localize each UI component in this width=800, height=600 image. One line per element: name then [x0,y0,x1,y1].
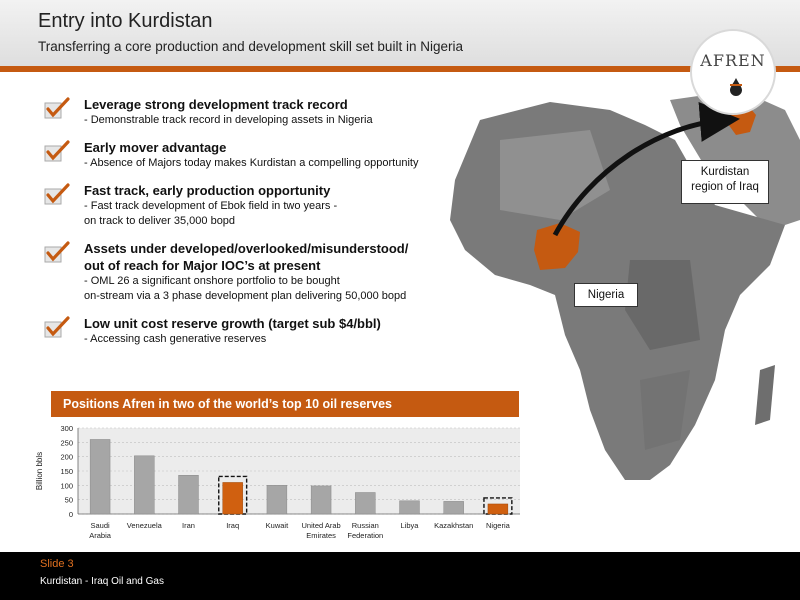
x-tick-label: United Arab [301,521,341,530]
slide-title: Entry into Kurdistan [38,10,213,32]
nigeria-label: Nigeria [574,283,638,307]
slide-footer [0,552,800,600]
y-axis-label: Billion bbls [35,451,44,491]
checkmark-icon [44,183,70,205]
bullet-item [44,182,464,229]
bullet-item [44,139,464,171]
bullet-title: Fast track, early production opportunity [84,183,331,198]
y-tick-label: 100 [60,481,73,491]
bar-iraq [223,482,243,514]
y-tick-label: 200 [60,452,73,462]
x-tick-label: Libya [400,521,419,530]
slide-subtitle: Transferring a core production and development skill set built in Nigeria [38,39,463,54]
y-tick-label: 300 [60,424,73,433]
oil-drop-icon [728,77,744,97]
bullet-detail: - Absence of Majors today makes Kurdistan a compelling opportunity [84,157,419,169]
x-tick-label: Iran [182,521,195,530]
checkmark-icon [44,97,70,119]
x-tick-label: Russian [351,521,379,530]
bar-saudi-arabia [90,439,110,514]
kurdistan-label: Kurdistan region of Iraq [681,160,769,204]
bar-iran [179,475,199,514]
x-tick-label: Federation [347,531,384,540]
x-tick-label: Kuwait [265,521,289,530]
chart-banner: Positions Afren in two of the world’s top 10 oil reserves [51,391,519,417]
bullet-item [44,315,464,347]
bar-libya [400,501,420,514]
bullet-list [44,96,464,358]
bullet-detail: - OML 26 a significant onshore portfolio to be bought on-stream via a 3 phase development plan delivering 50,000 bopd [84,275,407,302]
checkmark-icon [44,316,70,338]
bullet-item [44,96,464,128]
bar-nigeria [488,504,508,514]
x-tick-label: Arabia [89,531,111,540]
x-tick-label: Emirates [306,531,336,540]
bullet-detail: - Fast track development of Ebok field in two years - on track to deliver 35,000 bopd [84,200,338,227]
footer-title: Kurdistan - Iraq Oil and Gas [40,576,164,587]
checkmark-icon [44,241,70,263]
logo-text: AFREN [700,51,766,70]
x-tick-label: Saudi [90,521,110,530]
bar-kuwait [267,485,287,514]
bar-kazakhstan [444,501,464,514]
x-tick-label: Venezuela [126,521,162,530]
bar-russian-federation [355,493,375,515]
bullet-title: Low unit cost reserve growth (target sub $4/bbl) [84,316,381,331]
x-tick-label: Nigeria [486,521,510,530]
bullet-title: Assets under developed/overlooked/misunderstood/ out of reach for Major IOC’s at present [84,241,409,273]
bullet-title: Early mover advantage [84,140,227,155]
slide-header [0,0,800,66]
afren-logo [690,29,776,115]
header-divider [0,66,800,72]
bullet-item [44,240,464,304]
bar-venezuela [134,456,154,514]
bullet-detail: - Demonstrable track record in developing assets in Nigeria [84,114,373,126]
madagascar [755,365,775,425]
checkmark-icon [44,140,70,162]
x-tick-label: Iraq [226,521,240,530]
y-tick-label: 150 [60,467,73,476]
x-tick-label: Kazakhstan [434,521,474,530]
slide-number: Slide 3 [40,558,74,570]
oil-reserves-chart [30,420,530,550]
y-tick-label: 250 [60,438,73,448]
bar-united-arab-emirates [311,486,331,514]
bullet-detail: - Accessing cash generative reserves [84,333,267,345]
y-tick-label: 50 [64,495,73,505]
bullet-title: Leverage strong development track record [84,97,348,112]
y-tick-label: 0 [68,510,73,519]
